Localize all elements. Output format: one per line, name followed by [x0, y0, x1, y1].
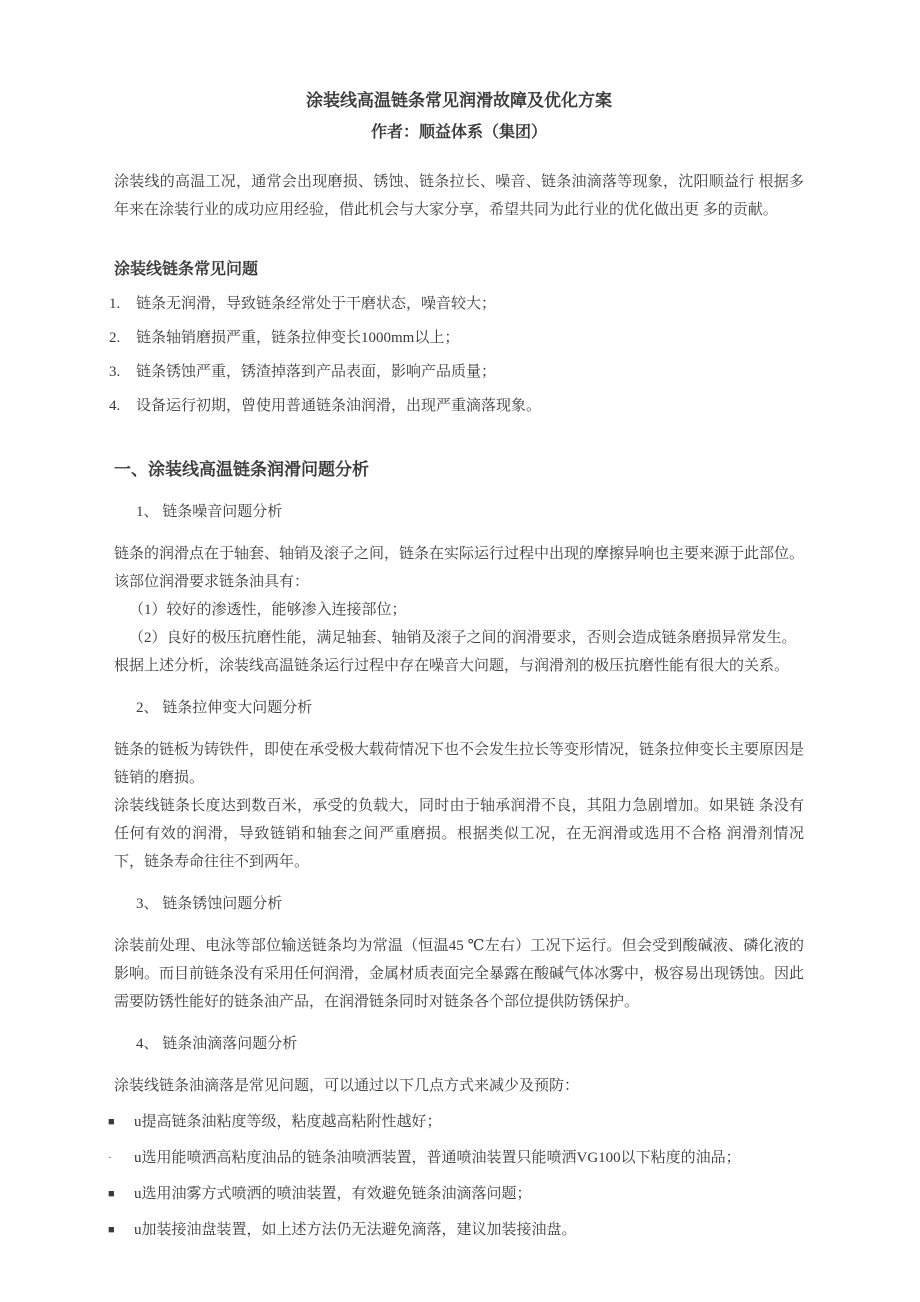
intro-paragraph: 涂装线的高温工况，通常会出现磨损、锈蚀、链条拉长、噪音、链条油滴落等现象，沈阳顺益行 根据多年来在涂装行业的成功应用经验，借此机会与大家分享，希望共同为此行业的优化做出更 多的贡献。 [114, 174, 804, 218]
body-paragraph: （1）较好的渗透性，能够渗入连接部位； [129, 602, 407, 618]
doc-title: 涂装线高温链条常见润滑故障及优化方案 [306, 91, 612, 110]
problem-item [109, 290, 804, 318]
body-paragraph: 链条的链板为铸铁件，即使在承受极大载荷情况下也不会发生拉长等变形情况，链条拉伸变长主要原因是链销的磨损。 [114, 742, 805, 786]
subsection-heading-noise: 1、 链条噪音问题分析 [136, 504, 283, 520]
problem-text: 链条锈蚀严重，锈渣掉落到产品表面，影响产品质量； [136, 364, 497, 380]
body-paragraph: 根据上述分析，涂装线高温链条运行过程中存在噪音大问题，与润滑剂的极压抗磨性能有很大的关系。 [114, 658, 790, 674]
body-paragraph: 涂装线链条油滴落是常见问题，可以通过以下几点方式来减少及预防： [114, 1078, 580, 1094]
bullet-text: u加装接油盘装置，如上述方法仍无法避免滴落，建议加装接油盘。 [134, 1222, 577, 1238]
problem-text: 链条轴销磨损严重，链条拉伸变长1000mm以上； [136, 330, 460, 346]
problem-text: 链条无润滑，导致链条经常处于干磨状态，噪音较大； [136, 296, 497, 312]
problems-list [109, 290, 804, 420]
subsection-heading-elongation: 2、 链条拉伸变大问题分析 [136, 700, 313, 716]
bullet-text: u选用能喷洒高粘度油品的链条油喷洒装置，普通喷油装置只能喷洒VG100以下粘度的油品； [134, 1150, 741, 1166]
problem-number: 4. [109, 398, 121, 414]
problem-number: 1. [109, 296, 121, 312]
square-bullet-icon: ■ [108, 1188, 115, 1200]
body-paragraph: （2）良好的极压抗磨性能，满足轴套、轴销及滚子之间的润滑要求，否则会造成链条磨损异常发生。 [129, 630, 797, 646]
body-paragraph: 链条的润滑点在于轴套、轴销及滚子之间，链条在实际运行过程中出现的摩擦异响也主要来源于此部位。该部位润滑要求链条油具有： [114, 546, 805, 590]
problem-item [109, 358, 804, 386]
problem-item [109, 392, 804, 420]
body-paragraph: 涂装前处理、电泳等部位输送链条均为常温（恒温45 ℃左右）工况下运行。但会受到酸碱液、磷化液的影响。而目前链条没有采用任何润滑，金属材质表面完全暴露在酸碱气体冰雾中，极容易出现锈蚀。因此需要防锈性能好的链条油产品，在润滑链条同时对链条各个部位提供防锈保护。 [114, 938, 805, 1010]
bullet-text: u选用油雾方式喷洒的喷油装置，有效避免链条油滴落问题； [134, 1186, 532, 1202]
problem-number: 2. [109, 330, 121, 346]
doc-author: 作者：顺益体系（集团） [370, 124, 547, 141]
bullet-item [108, 1108, 804, 1136]
square-bullet-icon: ■ [108, 1116, 115, 1128]
problem-text: 设备运行初期，曾使用普通链条油润滑，出现严重滴落现象。 [136, 398, 542, 414]
dot-bullet-icon: · [108, 1152, 112, 1164]
problem-item [109, 324, 804, 352]
dripping-solutions-list [108, 1108, 804, 1244]
bullet-item [108, 1144, 804, 1172]
problem-number: 3. [109, 364, 121, 380]
bullet-item [108, 1180, 804, 1208]
subsection-heading-rust: 3、 链条锈蚀问题分析 [136, 896, 283, 912]
section-heading-analysis: 一、涂装线高温链条润滑问题分析 [114, 460, 369, 479]
bullet-text: u提高链条油粘度等级，粘度越高粘附性越好； [134, 1114, 442, 1130]
square-bullet-icon: ■ [108, 1224, 115, 1236]
section-heading-common-problems: 涂装线链条常见问题 [114, 261, 259, 278]
body-paragraph: 涂装线链条长度达到数百米，承受的负载大，同时由于轴承润滑不良，其阻力急剧增加。如果链 条没有任何有效的润滑，导致链销和轴套之间严重磨损。根据类似工况，在无润滑或选用不合格 润滑剂情况下，链条寿命往往不到两年。 [114, 798, 804, 870]
bullet-item [108, 1216, 804, 1244]
subsection-heading-dripping: 4、 链条油滴落问题分析 [136, 1036, 298, 1052]
